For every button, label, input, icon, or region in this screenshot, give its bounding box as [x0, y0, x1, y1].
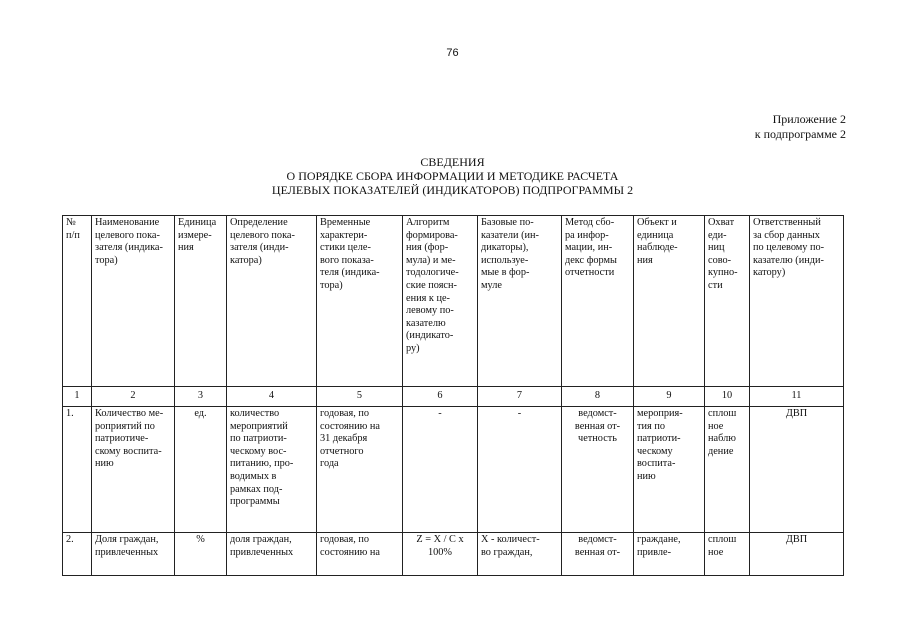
- responsible: ДВП: [750, 533, 844, 576]
- header-base-indicators: Базовые по- казатели (ин- дикаторы), используе- мые в фор- муле: [478, 216, 562, 387]
- appendix-note: [755, 112, 846, 142]
- column-number: 6: [403, 387, 478, 407]
- row-num: 1.: [63, 407, 92, 533]
- column-number: 8: [562, 387, 634, 407]
- unit: ед.: [175, 407, 227, 533]
- observation-object: граждане, привле-: [634, 533, 705, 576]
- header-algorithm: Алгоритм формирова- ния (фор- мула) и ме- тодологиче- ские поясн- ения к це- левому по- казателю (индикато- ру): [403, 216, 478, 387]
- column-number: 7: [478, 387, 562, 407]
- column-number: 5: [317, 387, 403, 407]
- algorithm: Z = X / C x 100%: [403, 533, 478, 576]
- indicators-table: [62, 215, 844, 576]
- column-number: 11: [750, 387, 844, 407]
- definition: количество мероприятий по патриоти- ческому вос- питанию, про- водимых в рамках под- программы: [227, 407, 317, 533]
- header-responsible: Ответственный за сбор данных по целевому по- казателю (инди- катору): [750, 216, 844, 387]
- unit: %: [175, 533, 227, 576]
- appendix-line-1: Приложение 2: [772, 112, 846, 126]
- table-row: [63, 533, 844, 576]
- column-number: 1: [63, 387, 92, 407]
- header-collection-method: Метод сбо- ра инфор- мации, ин- декс формы отчетности: [562, 216, 634, 387]
- document-title: [0, 155, 905, 197]
- header-observation-object: Объект и единица наблюде- ния: [634, 216, 705, 387]
- base-indicators: -: [478, 407, 562, 533]
- appendix-line-2: к подпрограмме 2: [754, 127, 846, 141]
- indicator-name: Доля граждан, привлеченных: [92, 533, 175, 576]
- header-time-characteristics: Временные характери- стики целе- вого показа- теля (индика- тора): [317, 216, 403, 387]
- table-header-row: [63, 216, 844, 387]
- column-number: 9: [634, 387, 705, 407]
- column-number-row: [63, 387, 844, 407]
- definition: доля граждан, привлеченных: [227, 533, 317, 576]
- header-definition: Определение целевого пока- зателя (инди- катора): [227, 216, 317, 387]
- table-row: [63, 407, 844, 533]
- collection-method: ведомст- венная от-: [562, 533, 634, 576]
- coverage: сплош ное наблю дение: [705, 407, 750, 533]
- responsible: ДВП: [750, 407, 844, 533]
- title-line-3: ЦЕЛЕВЫХ ПОКАЗАТЕЛЕЙ (ИНДИКАТОРОВ) ПОДПРОГРАММЫ 2: [271, 183, 634, 197]
- header-num: № п/п: [63, 216, 92, 387]
- column-number: 2: [92, 387, 175, 407]
- collection-method: ведомст- венная от- четность: [562, 407, 634, 533]
- time-characteristics: годовая, по состоянию на 31 декабря отчетного года: [317, 407, 403, 533]
- coverage: сплош ное: [705, 533, 750, 576]
- observation-object: мероприя- тия по патриоти- ческому воспита- нию: [634, 407, 705, 533]
- row-num: 2.: [63, 533, 92, 576]
- header-unit: Единица измере- ния: [175, 216, 227, 387]
- column-number: 4: [227, 387, 317, 407]
- time-characteristics: годовая, по состоянию на: [317, 533, 403, 576]
- page-number: 76: [446, 47, 459, 59]
- title-line-1: СВЕДЕНИЯ: [420, 155, 485, 169]
- column-number: 10: [705, 387, 750, 407]
- column-number: 3: [175, 387, 227, 407]
- indicator-name: Количество ме- роприятий по патриотиче- скому воспита- нию: [92, 407, 175, 533]
- header-indicator-name: Наименование целевого пока- зателя (индика- тора): [92, 216, 175, 387]
- algorithm: -: [403, 407, 478, 533]
- base-indicators: X - количест- во граждан,: [478, 533, 562, 576]
- title-line-2: О ПОРЯДКЕ СБОРА ИНФОРМАЦИИ И МЕТОДИКЕ РАСЧЕТА: [286, 169, 619, 183]
- header-coverage: Охват еди- ниц сово- купно- сти: [705, 216, 750, 387]
